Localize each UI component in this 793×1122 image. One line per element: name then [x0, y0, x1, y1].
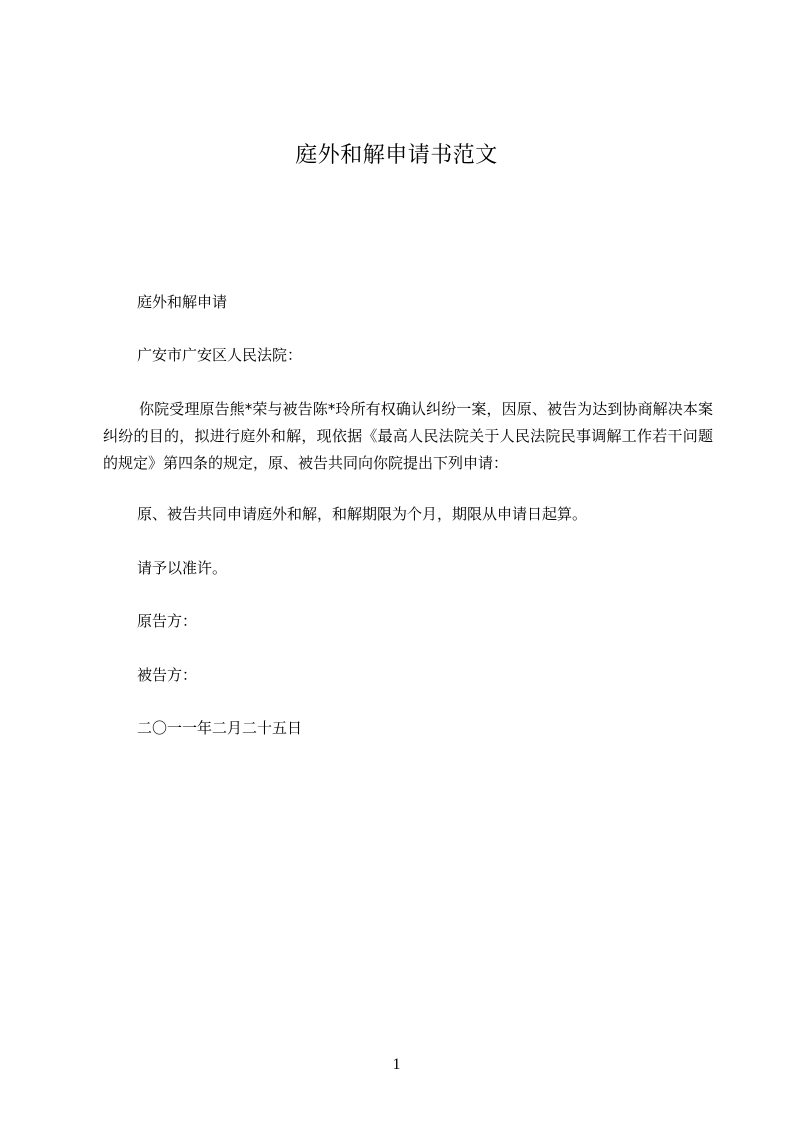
body-paragraph: 你院受理原告熊*荣与被告陈*玲所有权确认纠纷一案，因原、被告为达到协商解决本案纠纷的目的，拟进行庭外和解，现依据《最高人民法院关于人民法院民事调解工作若干问题的规定》第四条的规定，原、被告共同向你院提出下列申请： — [103, 400, 713, 472]
defendant-label: 被告方： — [137, 666, 198, 684]
closing-line: 请予以准许。 — [137, 559, 228, 577]
addressee: 广安市广安区人民法院： — [137, 346, 303, 364]
document-title: 庭外和解申请书范文 — [295, 143, 498, 168]
date-line: 二〇一一年二月二十五日 — [137, 719, 303, 737]
page-number: 1 — [392, 1056, 401, 1073]
request-line: 原、被告共同申请庭外和解，和解期限为个月，期限从申请日起算。 — [137, 505, 588, 523]
plaintiff-label: 原告方： — [137, 612, 198, 630]
document-heading: 庭外和解申请 — [137, 293, 228, 311]
